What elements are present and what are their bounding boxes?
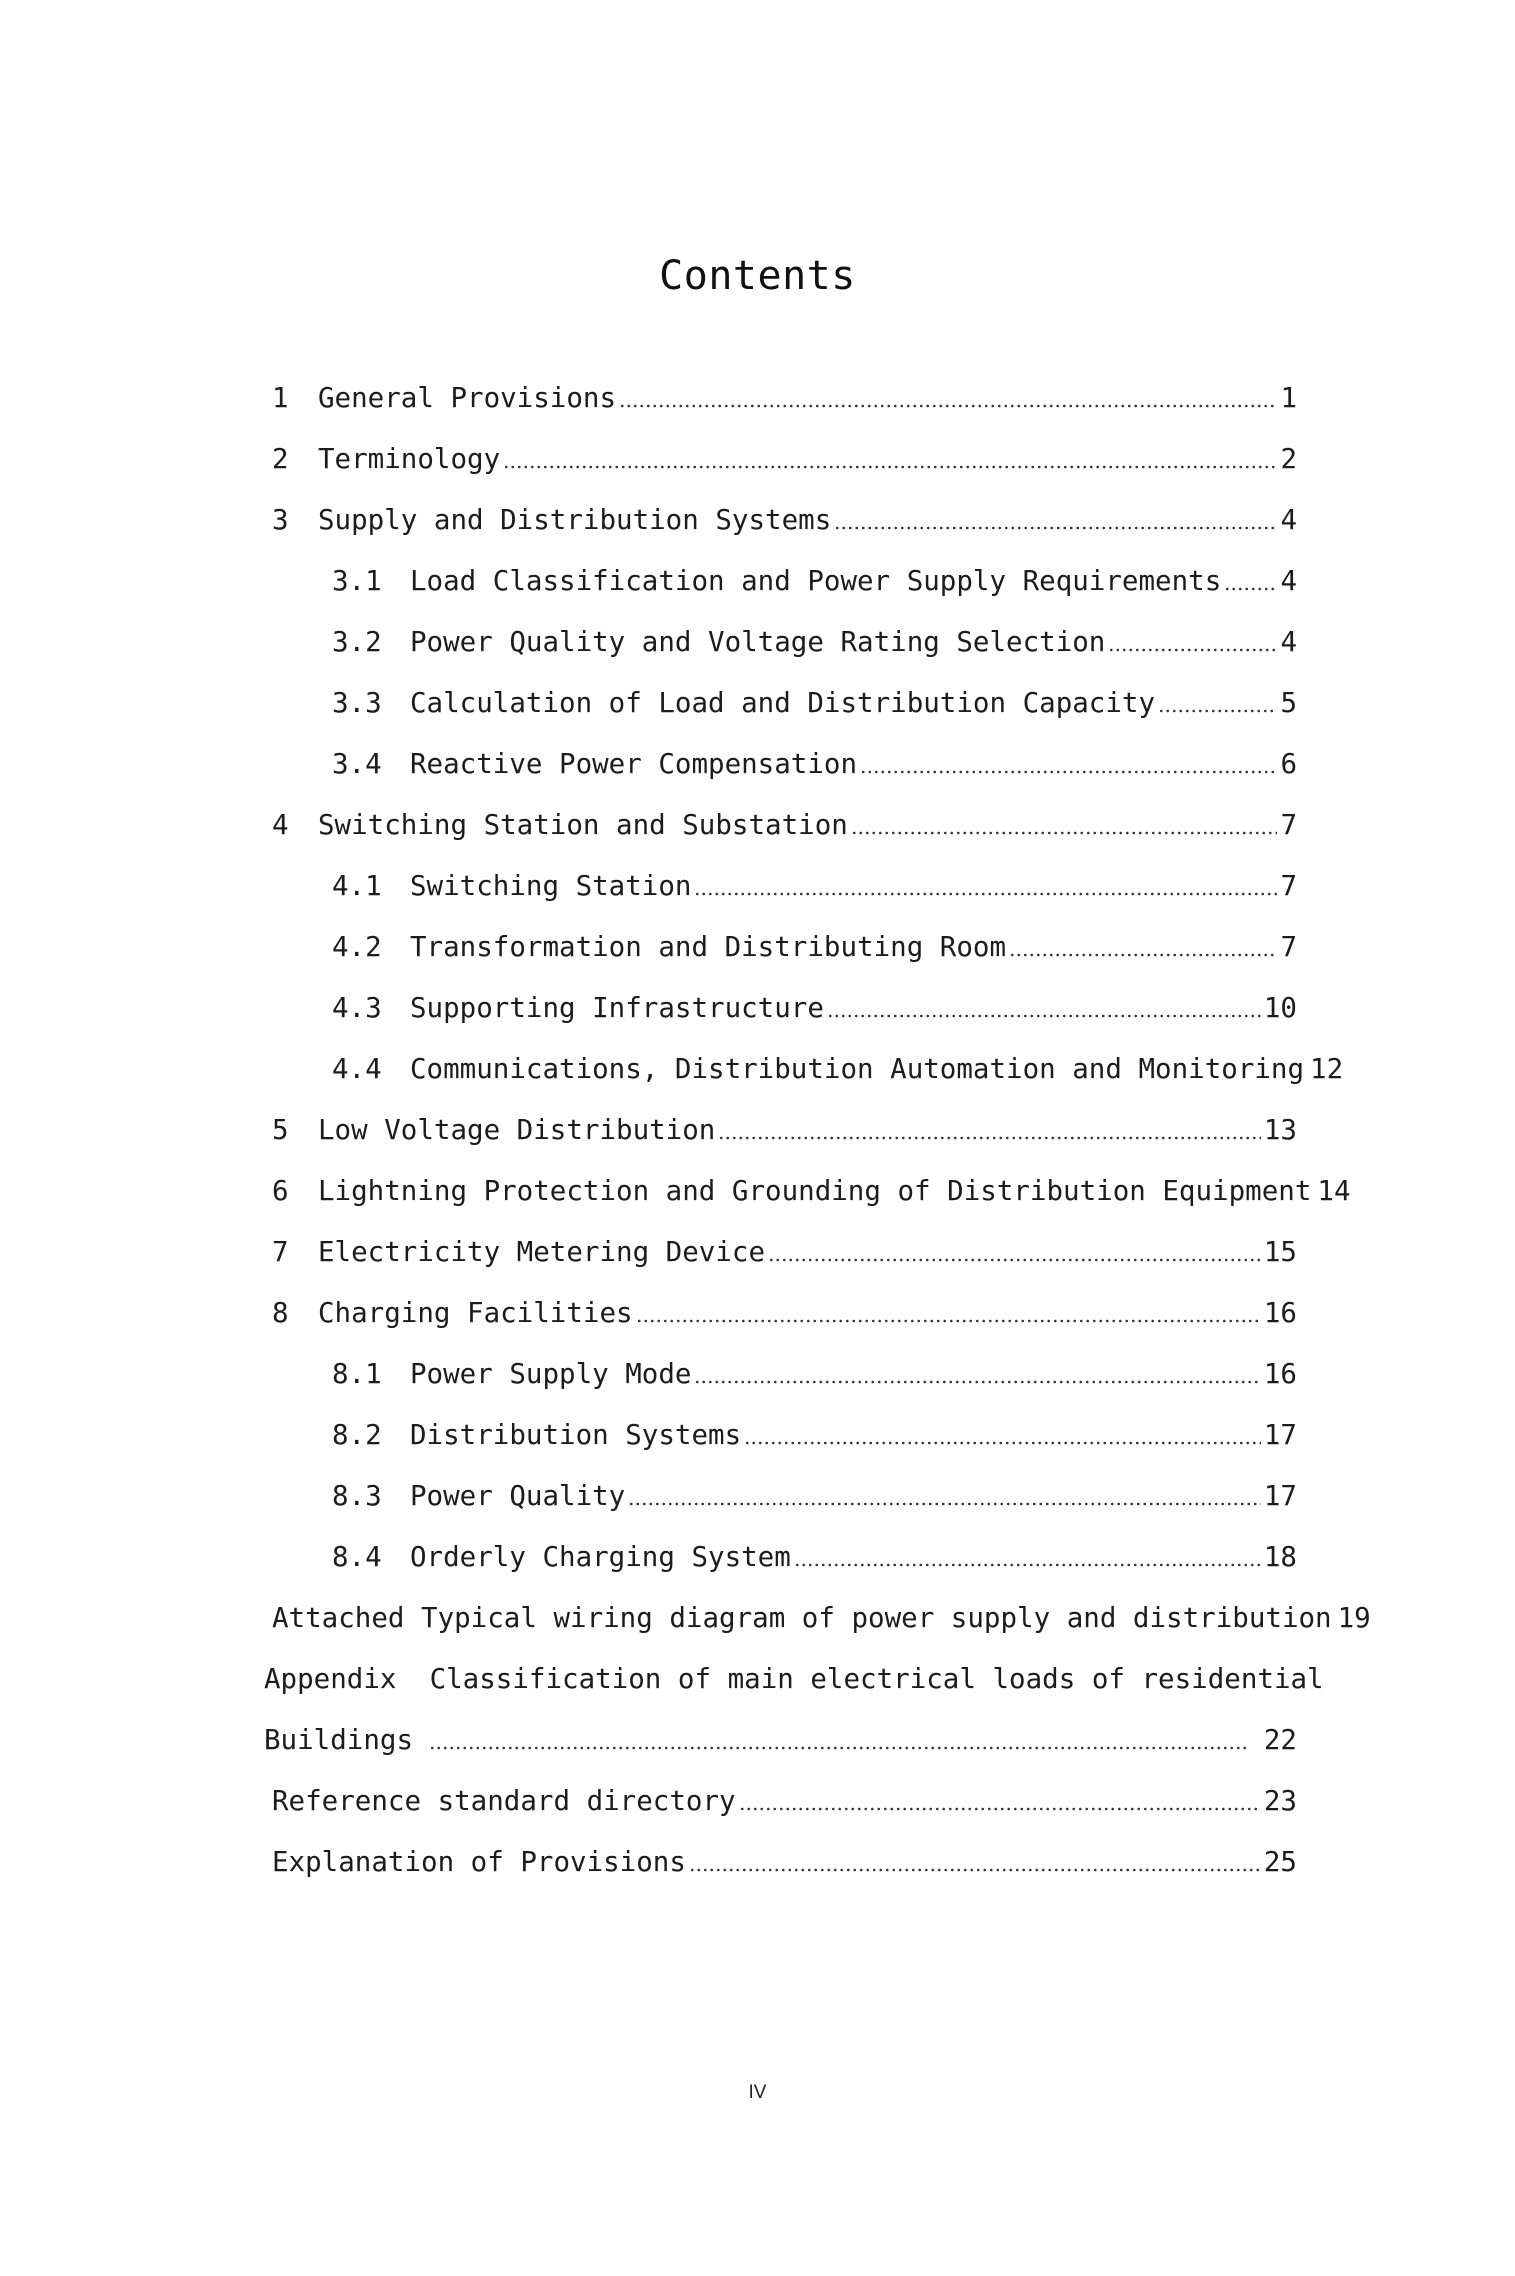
toc-entry-title: Lightning Protection and Grounding of Distribution Equipment [318,1175,1312,1207]
toc-entry-title: Calculation of Load and Distribution Capacity [410,687,1156,719]
toc-entry-3-2[interactable] [332,622,1297,662]
dot-leader [636,1319,1261,1323]
toc-entry-title: Communications, Distribution Automation and Monitoring [410,1053,1305,1085]
toc-entry-page: 15 [1263,1236,1297,1268]
toc-entry-5[interactable] [272,1110,1297,1150]
toc-entry-3[interactable] [272,500,1297,540]
toc-entry-title: Charging Facilities [318,1297,633,1329]
toc-entry-page: 10 [1263,992,1297,1024]
toc-entry-title: Power Quality and Voltage Rating Selection [410,626,1106,658]
toc-entry-page: 16 [1263,1358,1297,1390]
toc-entry-title: Electricity Metering Device [318,1236,766,1268]
toc-entry-page: 23 [1263,1785,1297,1817]
toc-entry-2[interactable] [272,439,1297,479]
dot-leader [689,1868,1261,1872]
toc-entry-title: Distribution Systems [410,1419,742,1451]
toc-entry-page: 7 [1280,870,1297,902]
toc-entry-title: Low Voltage Distribution [318,1114,716,1146]
toc-entry-number: 8.4 [332,1541,382,1573]
toc-entry-number: 5 [272,1114,289,1146]
toc-entry-number: 7 [272,1236,289,1268]
toc-entry-attached[interactable] [272,1598,1371,1638]
dot-leader [1009,953,1277,957]
toc-entry-page: 25 [1263,1846,1297,1878]
toc-entry-number: 3.4 [332,748,382,780]
toc-entry-page: 2 [1280,443,1297,475]
dot-leader [744,1441,1261,1445]
dot-leader [1108,648,1277,652]
dot-leader [429,1746,1250,1750]
toc-entry-4-4[interactable] [332,1049,1344,1089]
toc-entry-page: 4 [1280,504,1297,536]
dot-leader [794,1563,1261,1567]
dot-leader [694,892,1277,896]
dot-leader [1158,709,1277,713]
dot-leader [834,526,1277,530]
toc-entry-number: 4.4 [332,1053,382,1085]
toc-entry-title: Orderly Charging System [410,1541,791,1573]
toc-entry-4-1[interactable] [332,866,1297,906]
dot-leader [827,1014,1261,1018]
toc-entry-number: 3.3 [332,687,382,719]
toc-entry-7[interactable] [272,1232,1297,1272]
toc-entry-3-1[interactable] [332,561,1297,601]
toc-entry-number: 4.1 [332,870,382,902]
toc-entry-number: 3.1 [332,565,382,597]
toc-entry-title: Transformation and Distributing Room [410,931,1007,963]
toc-entry-title: Switching Station and Substation [318,809,848,841]
toc-entry-page: 1 [1280,382,1297,414]
dot-leader [768,1258,1261,1262]
toc-entry-1[interactable] [272,378,1297,418]
toc-entry-number: 6 [272,1175,289,1207]
toc-entry-page: 22 [1263,1724,1297,1756]
toc-entry-8-1[interactable] [332,1354,1297,1394]
toc-entry-appendix[interactable]: Appendix Classification of main electrical loads of residential [264,1663,1324,1695]
toc-entry-page: 5 [1280,687,1297,719]
toc-entry-page: 6 [1280,748,1297,780]
toc-entry-number: 4.2 [332,931,382,963]
toc-entry-page: 12 [1310,1053,1344,1085]
toc-entry-number: 8.2 [332,1419,382,1451]
toc-entry-page: 18 [1263,1541,1297,1573]
toc-entry-page: 13 [1263,1114,1297,1146]
toc-entry-8-2[interactable] [332,1415,1297,1455]
toc-entry-page: 7 [1280,931,1297,963]
page-title: Contents [659,253,856,299]
toc-entry-title: Buildings [264,1724,414,1756]
toc-entry-8-4[interactable] [332,1537,1297,1577]
toc-entry-title: Explanation of Provisions [272,1846,686,1878]
toc-entry-number: 2 [272,443,289,475]
toc-entry-reference[interactable] [272,1781,1297,1821]
dot-leader [503,465,1277,469]
toc-entry-title: Power Supply Mode [410,1358,692,1390]
toc-entry-8-3[interactable] [332,1476,1297,1516]
dot-leader [851,831,1278,835]
toc-entry-title: Reference standard directory [272,1785,736,1817]
dot-leader [860,770,1277,774]
dot-leader [739,1807,1261,1811]
toc-entry-title: Terminology [318,443,501,475]
toc-entry-title: Switching Station [410,870,692,902]
toc-entry-6[interactable] [272,1171,1351,1211]
toc-entry-title: General Provisions [318,382,617,414]
toc-entry-number: 3 [272,504,289,536]
dot-leader [628,1502,1261,1506]
toc-entry-4-3[interactable] [332,988,1297,1028]
toc-entry-title: Reactive Power Compensation [410,748,858,780]
toc-entry-page: 16 [1263,1297,1297,1329]
dot-leader [619,404,1277,408]
toc-entry-page: 14 [1317,1175,1351,1207]
toc-entry-number: 8 [272,1297,289,1329]
toc-entry-title: Power Quality [410,1480,626,1512]
toc-entry-explanation[interactable] [272,1842,1297,1882]
page-number: IV [748,2082,767,2103]
toc-entry-title: Supporting Infrastructure [410,992,824,1024]
toc-entry-page: 17 [1263,1480,1297,1512]
toc-entry-3-3[interactable] [332,683,1297,723]
toc-entry-number: 4 [272,809,289,841]
toc-entry-number: 8.1 [332,1358,382,1390]
toc-entry-8[interactable] [272,1293,1297,1333]
dot-leader [694,1380,1260,1384]
dot-leader [718,1136,1261,1140]
toc-entry-title: Load Classification and Power Supply Requirements [410,565,1222,597]
toc-entry-number: 3.2 [332,626,382,658]
toc-entry-4[interactable] [272,805,1297,845]
toc-entry-appendix-cont[interactable] [264,1720,1297,1760]
toc-entry-page: 17 [1263,1419,1297,1451]
toc-entry-4-2[interactable] [332,927,1297,967]
toc-entry-page: 4 [1280,626,1297,658]
toc-entry-page: 7 [1280,809,1297,841]
toc-entry-number: 1 [272,382,289,414]
toc-entry-page: 4 [1280,565,1297,597]
toc-entry-page: 19 [1337,1602,1371,1634]
toc-entry-number: 8.3 [332,1480,382,1512]
toc-entry-3-4[interactable] [332,744,1297,784]
dot-leader [1224,587,1277,591]
toc-entry-title: Supply and Distribution Systems [318,504,832,536]
toc-entry-number: 4.3 [332,992,382,1024]
toc-entry-title: Attached Typical wiring diagram of power supply and distribution [272,1602,1332,1634]
